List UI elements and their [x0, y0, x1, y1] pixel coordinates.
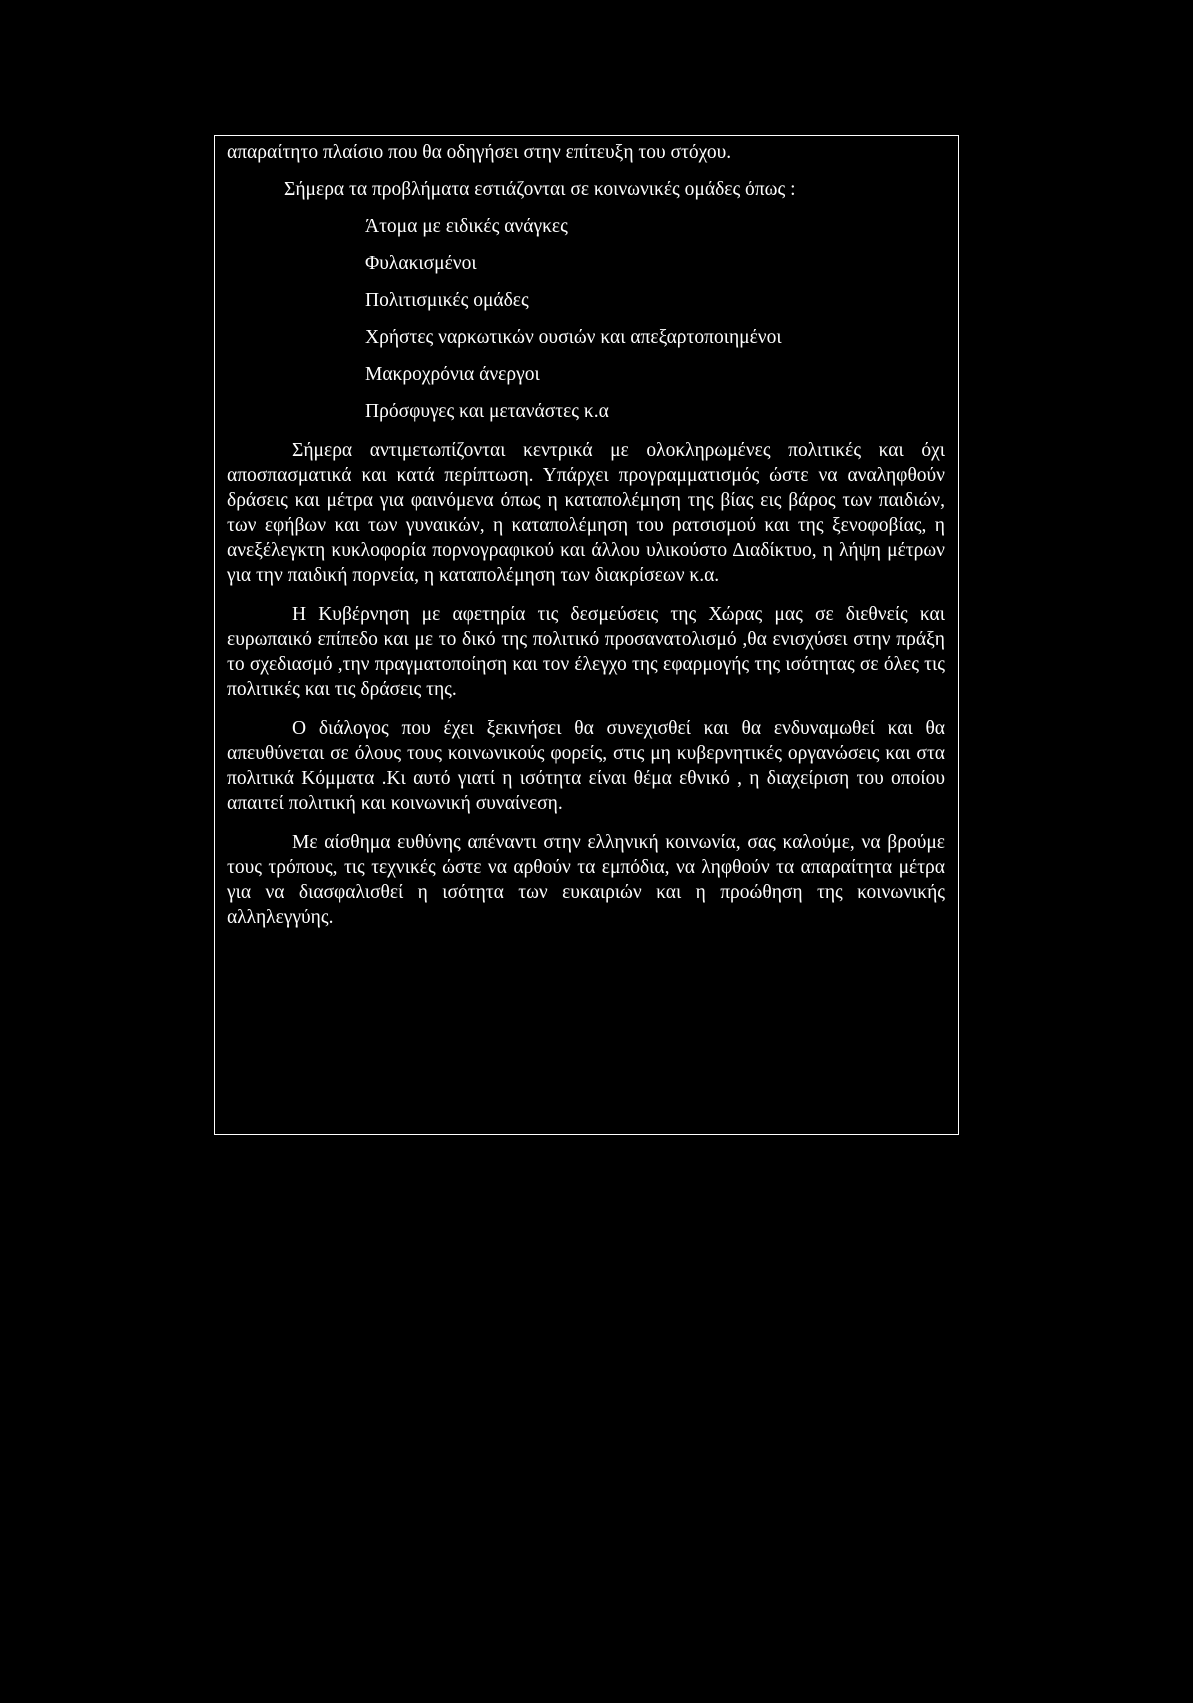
groups-list	[227, 214, 945, 424]
list-item: Χρήστες ναρκωτικών ουσιών και απεξαρτοποιημένοι	[365, 327, 782, 348]
list-item: Φυλακισμένοι	[365, 253, 477, 274]
list-item: Πρόσφυγες και μετανάστες κ.α	[365, 401, 609, 422]
list-item: Πολιτισμικές ομάδες	[365, 290, 529, 311]
opening-line: απαραίτητο πλαίσιο που θα οδηγήσει στην επίτευξη του στόχου.	[227, 142, 732, 163]
paragraph: Η Κυβέρνηση με αφετηρία τις δεσμεύσεις της Χώρας μας σε διεθνείς και ευρωπαικό επίπεδο και με το δικό της πολιτικό προσανατολισμό ,θα ενισχύσει στην πράξη το σχεδιασμό ,την πραγματοποίηση και τον έλεγχο της εφαρμογής της ισότητας σε όλες τις πολιτικές και τις δράσεις της.	[227, 604, 945, 700]
paragraph: Σήμερα αντιμετωπίζονται κεντρικά με ολοκληρωμένες πολιτικές και όχι αποσπασματικά και κατά περίπτωση. Υπάρχει προγραμματισμός ώστε να αναληφθούν δράσεις και μέτρα για φαινόμενα όπως η καταπολέμηση της βίας εις βάρος των παιδιών, των εφήβων και των γυναικών, η καταπολέμηση του ρατσισμού και της ξενοφοβίας, η ανεξέλεγκτη κυκλοφορία πορνογραφικού και άλλου υλικούστο Διαδίκτυο, η λήψη μέτρων για την παιδική πορνεία, η καταπολέμηση των διακρίσεων κ.α.	[227, 440, 945, 586]
intro-line: Σήμερα τα προβλήματα εστιάζονται σε κοινωνικές ομάδες όπως :	[284, 179, 796, 200]
document-body	[227, 140, 945, 930]
list-item: Μακροχρόνια άνεργοι	[365, 364, 540, 385]
paragraph: Ο διάλογος που έχει ξεκινήσει θα συνεχισθεί και θα ενδυναμωθεί και θα απευθύνεται σε όλους τους κοινωνικούς φορείς, στις μη κυβερνητικές οργανώσεις και στα πολιτικά Κόμματα .Κι αυτό γιατί η ισότητα είναι θέμα εθνικό , η διαχείριση του οποίου απαιτεί πολιτική και κοινωνική συναίνεση.	[227, 718, 945, 814]
list-item: Άτομα με ειδικές ανάγκες	[365, 216, 568, 237]
paragraph: Με αίσθημα ευθύνης απέναντι στην ελληνική κοινωνία, σας καλούμε, να βρούμε τους τρόπους, τις τεχνικές ώστε να αρθούν τα εμπόδια, να ληφθούν τα απαραίτητα μέτρα για να διασφαλισθεί η ισότητα των ευκαιριών και η προώθηση της κοινωνικής αλληλεγγύης.	[227, 832, 945, 928]
